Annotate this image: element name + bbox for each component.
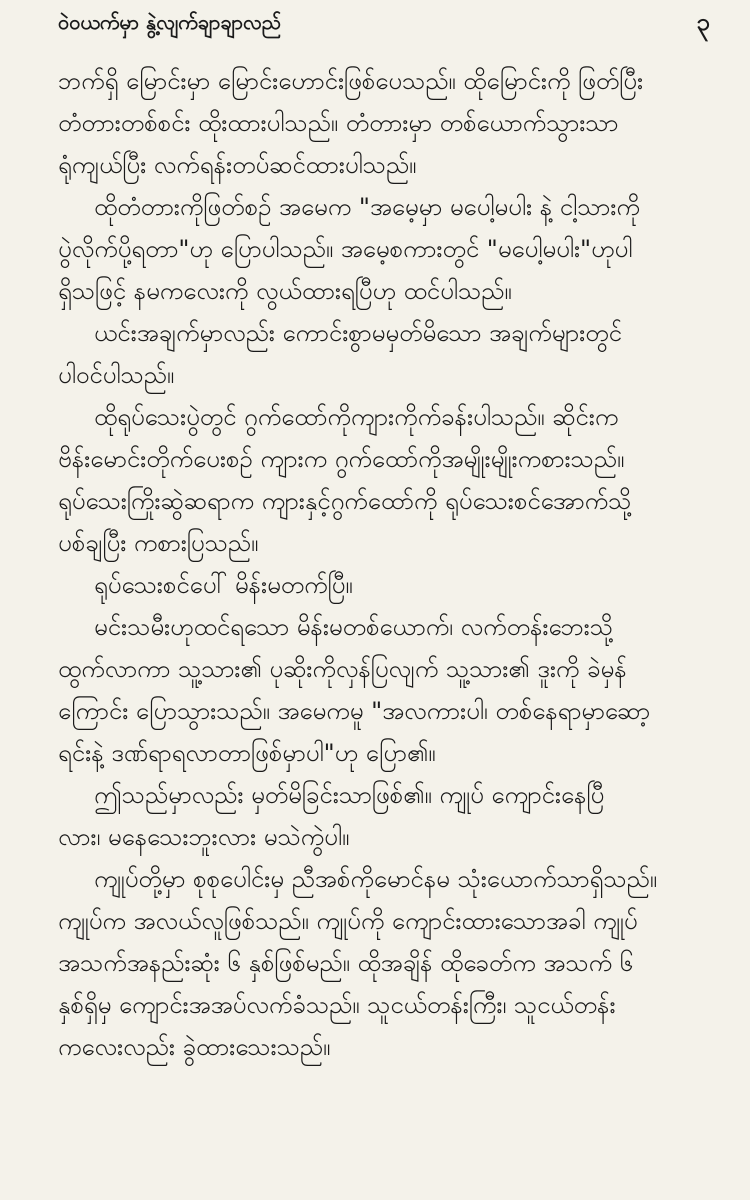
running-title: ဝဲဝယက်မှာ နွဲ့လျက်ချာချာလည် — [58, 10, 282, 34]
text-line: ရင်းနဲ့ ဒဏ်ရာရလာတာဖြစ်မှာပါ"ဟု ပြော၏။ — [58, 739, 436, 767]
text-line: ရှိသဖြင့် နမကလေးကို လွယ်ထားရပြီဟု ထင်ပါသည်။ — [58, 277, 512, 305]
page-number: ၃ — [696, 8, 710, 36]
text-line: ဗိန်းမောင်းတိုက်ပေးစဉ် ကျားက ဂွက်ထော်ကိုအမျိုးမျိုးကစားသည်။ — [58, 445, 625, 473]
text-line: ရုံကျယ်ပြီး လက်ရန်းတပ်ဆင်ထားပါသည်။ — [58, 151, 417, 179]
body-text — [58, 60, 710, 1068]
paragraph — [58, 186, 710, 312]
text-line: ဘက်ရှိ မြောင်းမှာ မြောင်းဟောင်းဖြစ်ပေသည်။ ထိုမြောင်းကို ဖြတ်ပြီး — [58, 67, 644, 95]
paragraph — [58, 774, 710, 858]
text-line: ထွက်လာကာ သူ့သား၏ ပုဆိုးကိုလှန်ပြလျက် သူ့သား၏ ဒူးကို ခဲမှန် — [58, 655, 627, 683]
paragraph — [58, 396, 710, 564]
text-line: ကျုပ်က အလယ်လူဖြစ်သည်။ ကျုပ်ကို ကျောင်းထားသောအခါ ကျုပ် — [58, 907, 638, 935]
text-line: ရုပ်သေးကြိုးဆွဲဆရာက ကျားနှင့်ဂွက်ထော်ကို ရုပ်သေးစင်အောက်သို့ — [58, 487, 632, 515]
text-line: ရုပ်သေးစင်ပေါ် မိန်းမတက်ပြီ။ — [94, 571, 353, 599]
text-line: နှစ်ရှိမှ ကျောင်းအအပ်လက်ခံသည်။ သူငယ်တန်းကြီး၊ သူငယ်တန်း — [58, 991, 616, 1019]
text-line: အသက်အနည်းဆုံး ၆ နှစ်ဖြစ်မည်။ ထိုအချိန် ထိုခေတ်က အသက် ၆ — [58, 949, 634, 977]
text-line: မင်းသမီးဟုထင်ရသော မိန်းမတစ်ယောက်၊ လက်တန်းဘေးသို့ — [94, 613, 613, 641]
text-line: ဤသည်မှာလည်း မှတ်မိခြင်းသာဖြစ်၏။ ကျုပ် ကျောင်းနေပြီ — [94, 781, 605, 809]
text-line: တံတားတစ်စင်း ထိုးထားပါသည်။ တံတားမှာ တစ်ယောက်သွားသာ — [58, 109, 619, 137]
paragraph — [58, 60, 710, 186]
text-line: ထိုရုပ်သေးပွဲတွင် ဂွက်ထော်ကိုကျားကိုက်ခန်းပါသည်။ ဆိုင်းက — [94, 403, 619, 431]
text-line: ယင်းအချက်မှာလည်း ကောင်းစွာမမှတ်မိသော အချက်များတွင် — [94, 319, 622, 347]
text-line: လား၊ မနေသေးဘူးလား မသဲကွဲပါ။ — [58, 823, 350, 851]
paragraph — [58, 564, 710, 606]
text-line: ပစ်ချပြီး ကစားပြသည်။ — [58, 529, 259, 557]
paragraph — [58, 312, 710, 396]
text-line: ပါဝင်ပါသည်။ — [58, 361, 175, 389]
text-line: ကျုပ်တို့မှာ စုစုပေါင်းမှ ညီအစ်ကိုမောင်နမ သုံးယောက်သာရှိသည်။ — [94, 865, 658, 893]
running-header — [58, 0, 710, 48]
paragraph — [58, 606, 710, 774]
text-line: ထိုတံတားကိုဖြတ်စဉ် အမေက "အမေ့မှာ မပေါ့မပါး နဲ့ ငါ့သားကို — [94, 193, 640, 221]
text-line: ပွဲလိုက်ပို့ရတာ"ဟု ပြောပါသည်။ အမေ့စကားတွင် "မပေါ့မပါး"ဟုပါ — [58, 235, 633, 263]
text-line: ကြောင်း ပြောသွားသည်။ အမေကမူ "အလကားပါ၊ တစ်နေရာမှာဆော့ — [58, 697, 651, 725]
paragraph — [58, 858, 710, 1068]
text-line: ကလေးလည်း ခွဲထားသေးသည်။ — [58, 1033, 331, 1061]
